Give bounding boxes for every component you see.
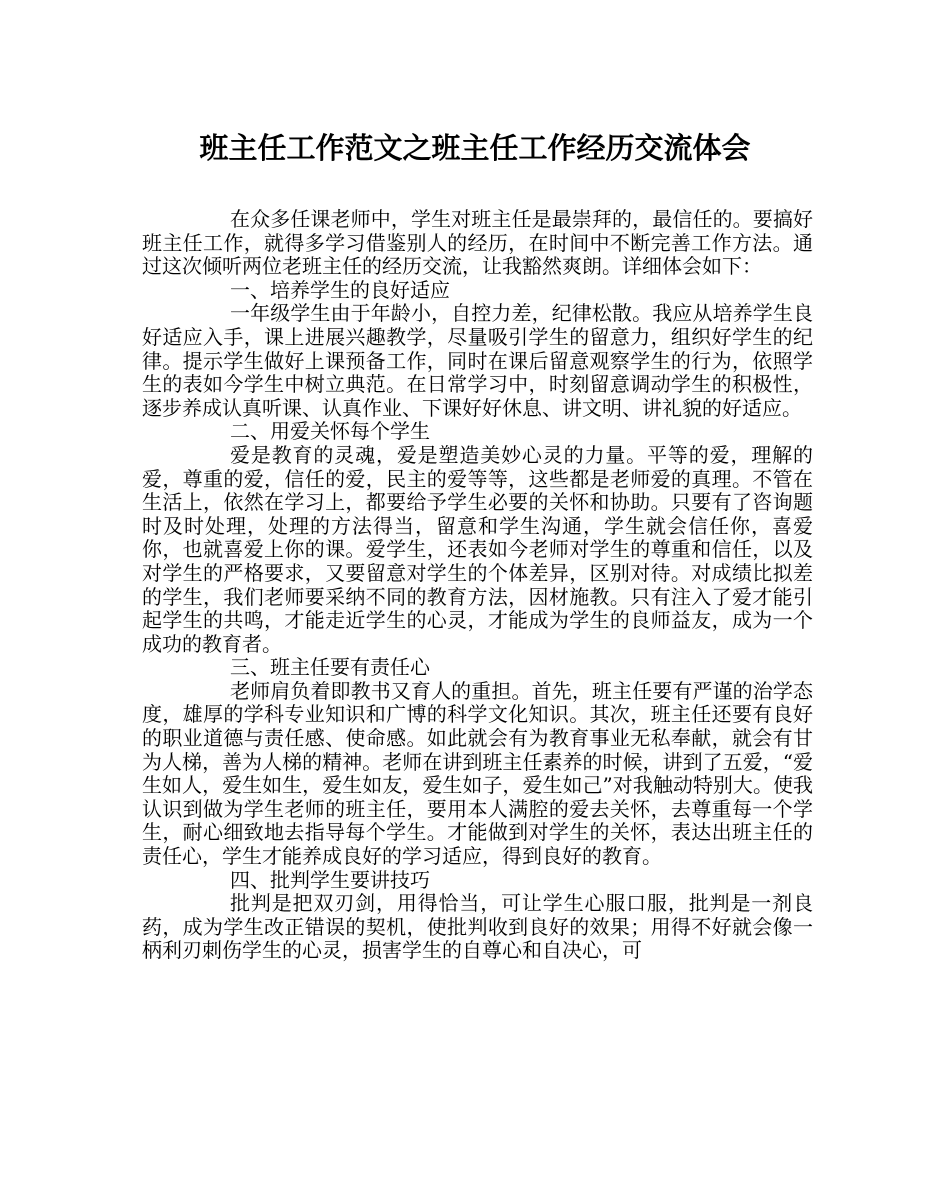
section-heading-1: 一、培养学生的良好适应 — [230, 277, 450, 302]
document-body — [142, 208, 813, 963]
section-heading-3: 三、班主任要有责任心 — [230, 655, 430, 680]
paragraph-section-2: 爱是教育的灵魂，爱是塑造美妙心灵的力量。平等的爱，理解的爱，尊重的爱，信任的爱，民主的爱等等，这些都是老师爱的真理。不管在生活上，依然在学习上，都要给予学生必要的关怀和协助。只要有了咨询题时及时处理，处理的方法得当，留意和学生沟通，学生就会信任你，喜爱你，也就喜爱上你的课。爱学生，还表如今老师对学生的尊重和信任，以及对学生的严格要求，又要留意对学生的个体差异，区别对待。对成绩比拟差的学生，我们老师要采纳不同的教育方法，因材施教。只有注入了爱才能引起学生的共鸣，才能走近学生的心灵，才能成为学生的良师益友，成为一个成功的教育者。 — [142, 442, 813, 656]
paragraph-intro: 在众多任课老师中，学生对班主任是最崇拜的，最信任的。要搞好班主任工作，就得多学习借鉴别人的经历，在时间中不断完善工作方法。通过这次倾听两位老班主任的经历交流，让我豁然爽朗。详细体会如下： — [142, 207, 813, 279]
paragraph-section-3: 老师肩负着即教书又育人的重担。首先，班主任要有严谨的治学态度，雄厚的学科专业知识和广博的科学文化知识。其次，班主任还要有良好的职业道德与责任感、使命感。如此就会有为教育事业无私奉献，就会有甘为人梯，善为人梯的精神。老师在讲到班主任素养的时候，讲到了五爱，“爱生如人，爱生如生，爱生如友，爱生如子，爱生如己”对我触动特别大。使我认识到做为学生老师的班主任，要用本人满腔的爱去关怀，去尊重每一个学生，耐心细致地去指导每个学生。才能做到对学生的关怀，表达出班主任的责任心，学生才能养成良好的学习适应，得到良好的教育。 — [142, 678, 813, 869]
section-heading-4: 四、批判学生要讲技巧 — [230, 867, 430, 892]
document-title: 班主任工作范文之班主任工作经历交流体会 — [199, 131, 751, 165]
paragraph-section-1: 一年级学生由于年龄小，自控力差，纪律松散。我应从培养学生良好适应入手，课上进展兴趣教学，尽量吸引学生的留意力，组织好学生的纪律。提示学生做好上课预备工作，同时在课后留意观察学生的行为，依照学生的表如今学生中树立典范。在日常学习中，时刻留意调动学生的积极性，逐步养成认真听课、认真作业、下课好好休息、讲文明、讲礼貌的好适应。 — [142, 301, 813, 420]
section-heading-2: 二、用爱关怀每个学生 — [230, 419, 430, 444]
paragraph-section-4: 批判是把双刃剑，用得恰当，可让学生心服口服，批判是一剂良药，成为学生改正错误的契机，使批判收到良好的效果；用得不好就会像一柄利刃刺伤学生的心灵，损害学生的自尊心和自决心，可 — [142, 891, 813, 963]
